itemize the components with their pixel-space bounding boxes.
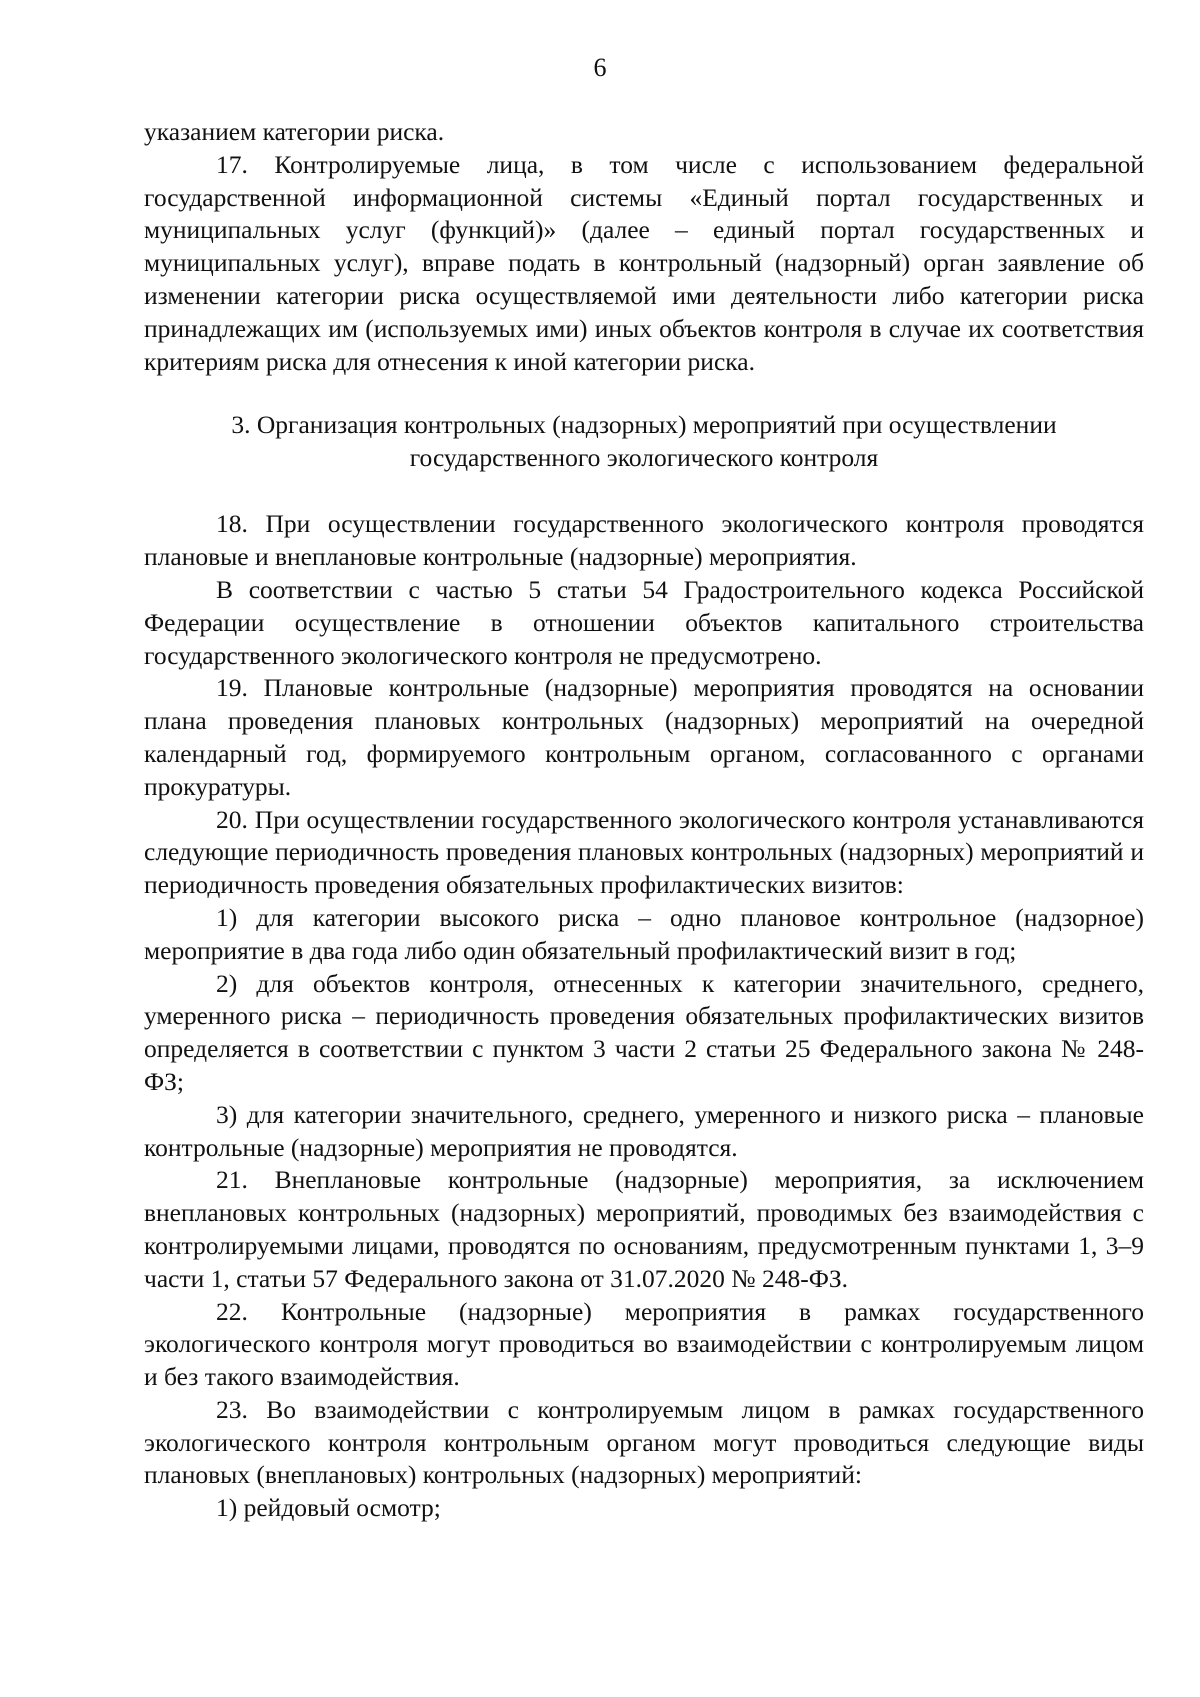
section-heading-line-2: государственного экологического контроля bbox=[409, 443, 879, 473]
paragraph-21: 21. Внеплановые контрольные (надзорные) мероприятия, за исключением внеплановых контрольных (надзорных) мероприятий, проводимых без взаимодействия с контролируемыми лицами, проводятся по основаниям, предусмотренным пунктами 1, 3–9 части 1, статьи 57 Федерального закона от 31.07.2020 № 248-ФЗ. bbox=[144, 1165, 1144, 1293]
continuation-text: указанием категории риска. bbox=[144, 117, 445, 146]
paragraph-20: 20. При осуществлении государственного экологического контроля устанавливаются следующие периодичность проведения плановых контрольных (надзорных) мероприятий и периодичность проведения обязательных профилактических визитов: bbox=[144, 804, 1144, 900]
paragraph-18-note: В соответствии с частью 5 статьи 54 Градостроительного кодекса Российской Федерации осуществление в отношении объектов капитального строительства государственного экологического контроля не предусмотрено. bbox=[144, 574, 1144, 670]
section-heading bbox=[144, 408, 1144, 474]
paragraph-20-item-1: 1) для категории высокого риска – одно плановое контрольное (надзорное) мероприятие в два года либо один обязательный профилактический визит в год; bbox=[144, 902, 1144, 965]
paragraph-20-item-2: 2) для объектов контроля, отнесенных к категории значительного, среднего, умеренного риска – периодичность проведения обязательных профилактических визитов определяется в соответствии с пунктом 3 части 2 статьи 25 Федерального закона № 248-ФЗ; bbox=[144, 968, 1144, 1096]
paragraph-18: 18. При осуществлении государственного экологического контроля проводятся плановые и внеплановые контрольные (надзорные) мероприятия. bbox=[144, 509, 1144, 572]
paragraph-22: 22. Контрольные (надзорные) мероприятия в рамках государственного экологического контроля могут проводиться во взаимодействии с контролируемым лицом и без такого взаимодействия. bbox=[144, 1296, 1144, 1392]
paragraph-23-item-1: 1) рейдовый осмотр; bbox=[216, 1493, 441, 1523]
section-heading-line-1: 3. Организация контрольных (надзорных) мероприятий при осуществлении bbox=[231, 410, 1057, 440]
paragraph-19: 19. Плановые контрольные (надзорные) мероприятия проводятся на основании плана проведения плановых контрольных (надзорных) мероприятий на очередной календарный год, формируемого контрольным органом, согласованного с органами прокуратуры. bbox=[144, 673, 1144, 801]
paragraph-17: 17. Контролируемые лица, в том числе с использованием федеральной государственной информационной системы «Единый портал государственных и муниципальных услуг (функций)» (далее – единый портал государственных и муниципальных услуг), вправе подать в контрольный (надзорный) орган заявление об изменении категории риска осуществляемой ими деятельности либо категории риска принадлежащих им (используемых ими) иных объектов контроля в случае их соответствия критериям риска для отнесения к иной категории риска. bbox=[144, 149, 1144, 376]
paragraph-20-item-3: 3) для категории значительного, среднего, умеренного и низкого риска – плановые контрольные (надзорные) мероприятия не проводятся. bbox=[144, 1099, 1144, 1162]
paragraph-23: 23. Во взаимодействии с контролируемым лицом в рамках государственного экологического контроля контрольным органом могут проводиться следующие виды плановых (внеплановых) контрольных (надзорных) мероприятий: bbox=[144, 1394, 1144, 1490]
page-number: 6 bbox=[593, 53, 607, 82]
document-body bbox=[144, 116, 1144, 1525]
